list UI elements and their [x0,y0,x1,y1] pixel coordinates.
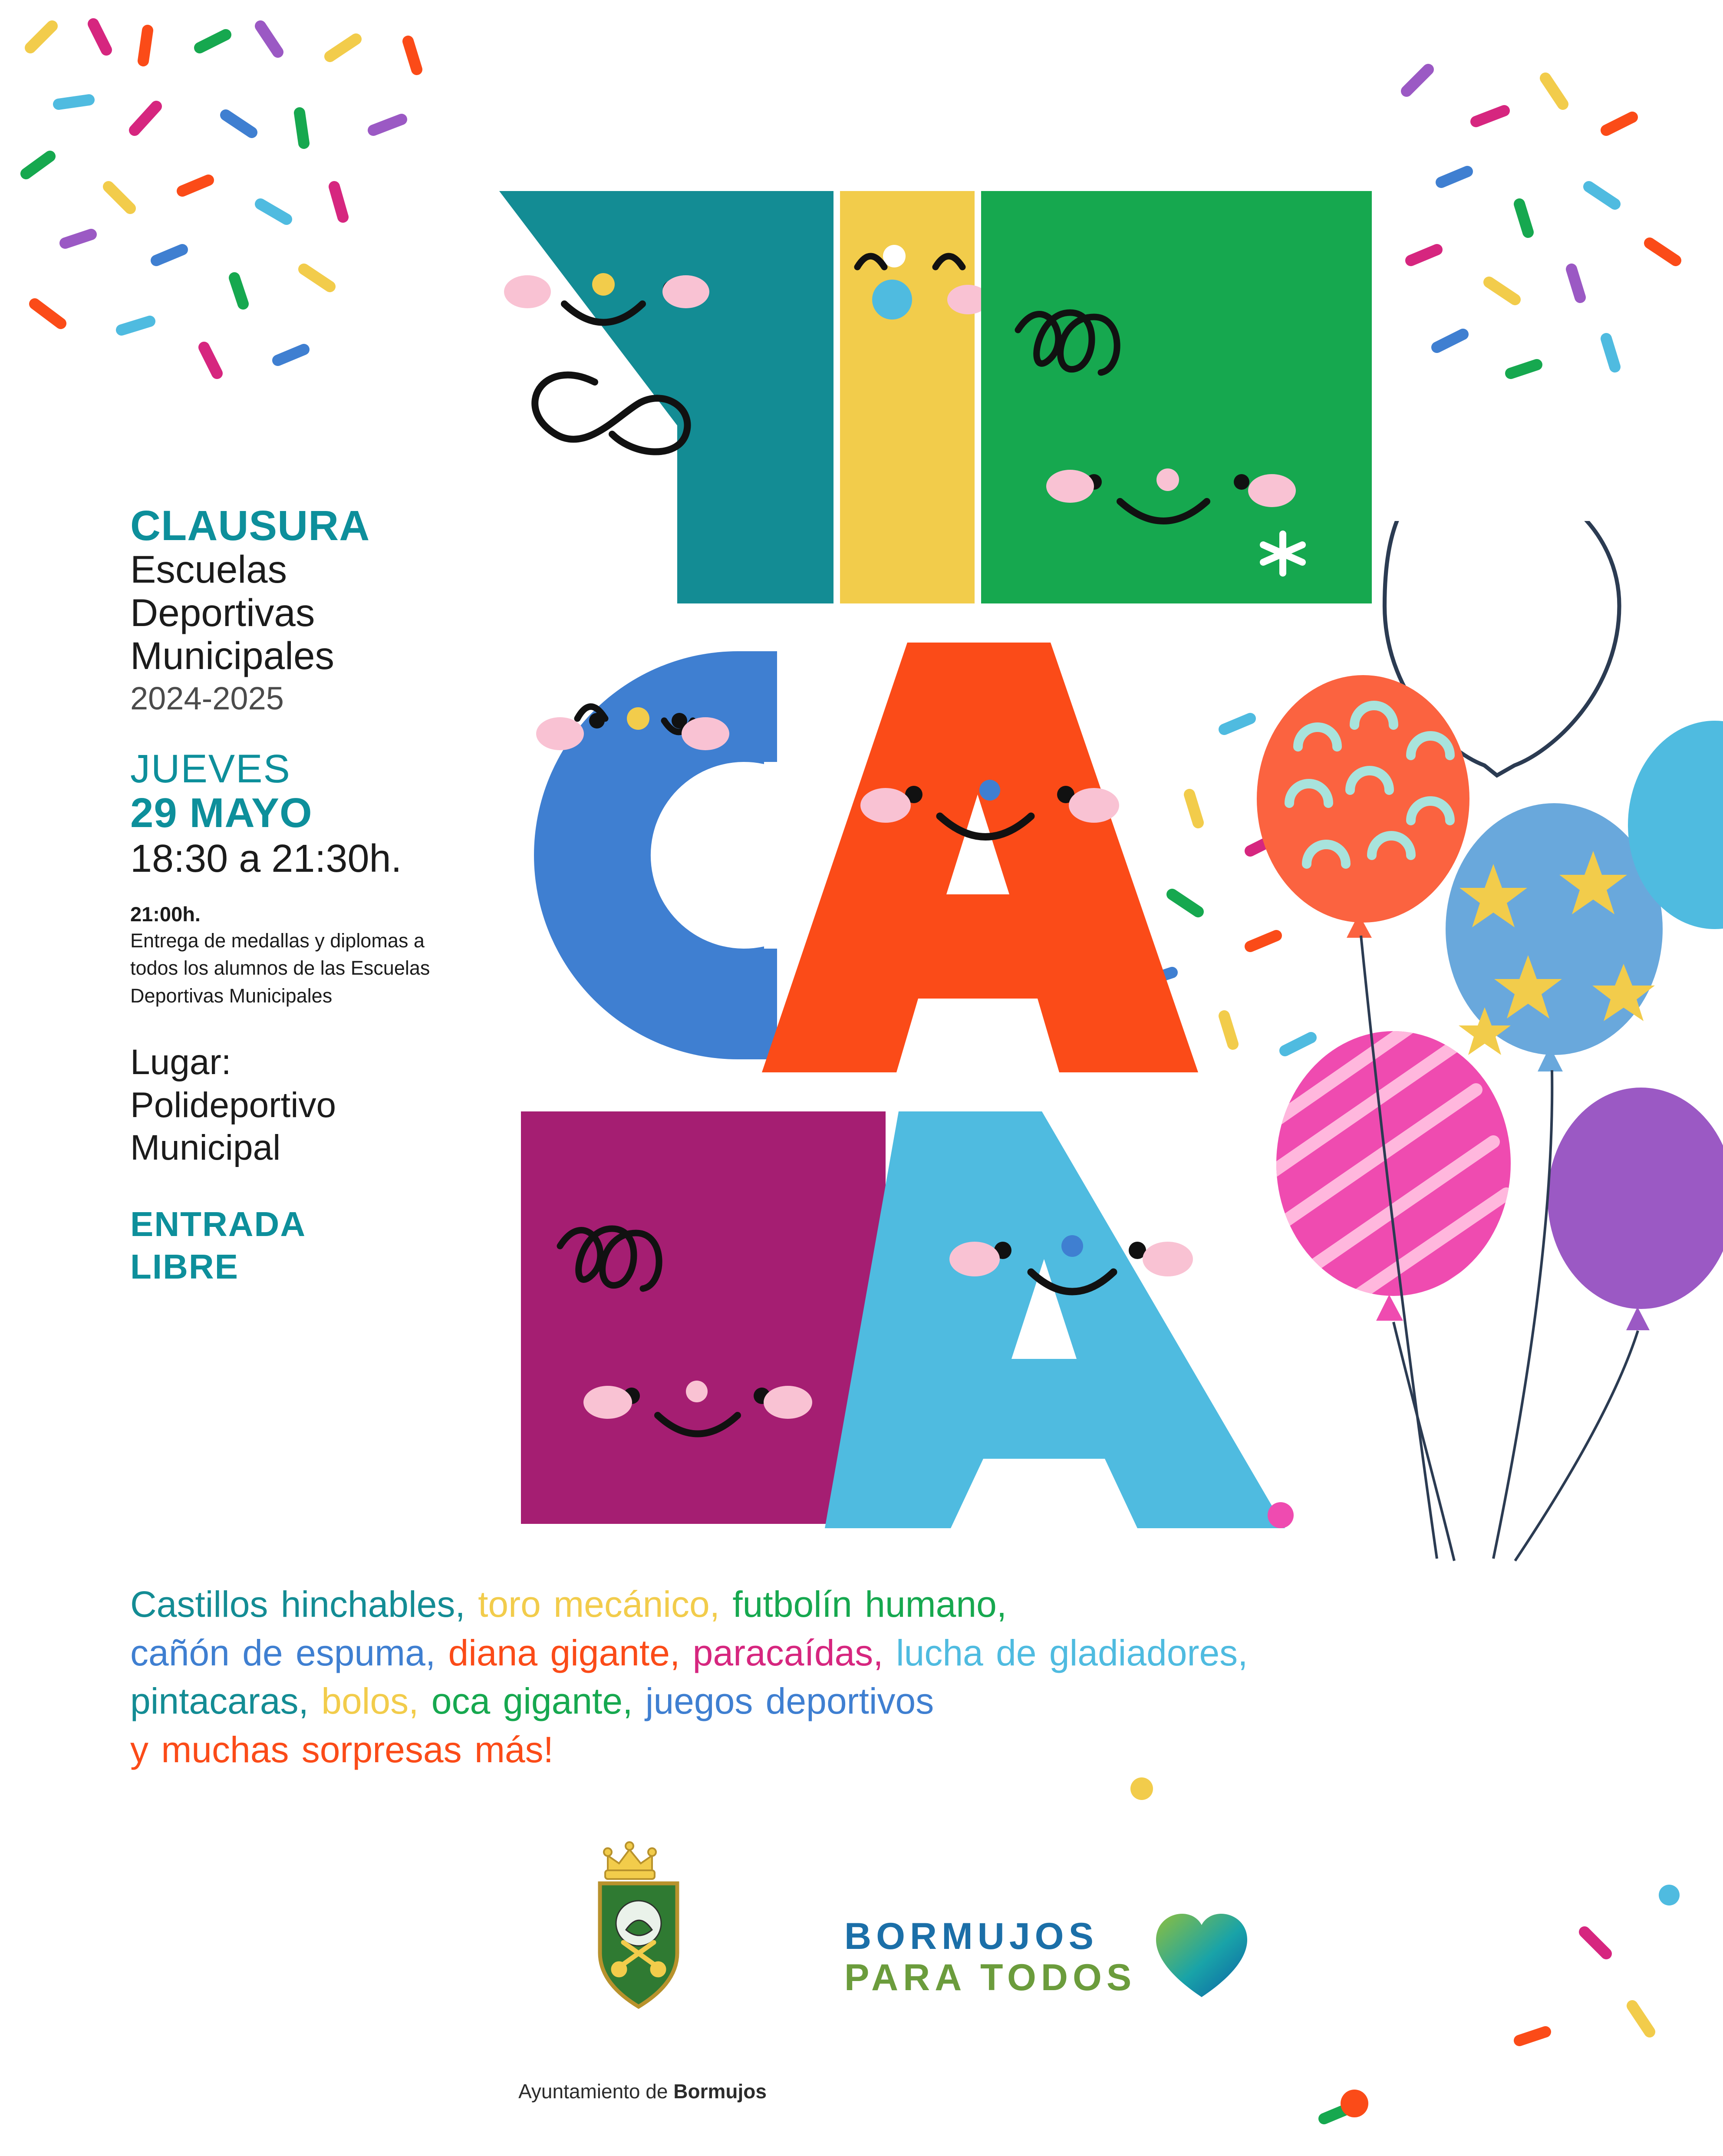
activity-item: cañón de espuma, [130,1632,436,1673]
bormujos-crest [560,1836,725,2043]
brand-line-1: BORMUJOS [844,1915,1098,1957]
brand-line-2: PARA TODOS [844,1956,1137,1998]
bormujos-para-todos-logo [844,1910,1252,2004]
activity-item: juegos deportivos [645,1681,934,1722]
medal-ceremony-time: 21:00h. [130,903,201,926]
school-line-1: Escuelas [130,547,287,591]
free-entry-line-1: ENTRADA [130,1205,306,1244]
activities-list [130,1580,1315,1774]
venue-label: Lugar: [130,1042,231,1082]
venue-line-1: Polideportivo [130,1085,336,1125]
brand-wordmark [844,1916,1136,1998]
free-entry-line-2: LIBRE [130,1247,239,1286]
event-day: JUEVES [130,746,291,791]
season-years: 2024-2025 [130,680,284,716]
event-time-range: 18:30 a 21:30h. [130,837,402,880]
school-line-3: Municipales [130,634,334,678]
activity-item: pintacaras, [130,1681,309,1722]
activity-item: futbolín humano, [732,1584,1007,1625]
heart-icon [1152,1910,1252,2004]
ayuntamiento-name: Bormujos [673,2080,767,2103]
medal-ceremony-description: Entrega de medallas y diplomas a todos los alumnos de las Escuelas Deportivas Municipales [130,929,430,1007]
activity-item: toro mecánico, [478,1584,720,1625]
ayuntamiento-prefix: Ayuntamiento de [518,2080,674,2103]
ayuntamiento-caption [469,2080,816,2103]
activity-item: oca gigante, [431,1681,633,1722]
activity-item: y muchas sorpresas más! [130,1729,553,1770]
activity-item: Castillos hinchables, [130,1584,465,1625]
event-info-block [130,504,478,1288]
clausura-heading: CLAUSURA [130,502,370,549]
activity-item: bolos, [321,1681,419,1722]
venue-line-2: Municipal [130,1128,281,1168]
activity-item: diana gigante, [448,1632,680,1673]
activity-item: paracaídas, [692,1632,883,1673]
school-line-2: Deportivas [130,590,315,634]
activity-item: lucha de gladiadores, [896,1632,1248,1673]
event-date: 29 MAYO [130,790,313,837]
